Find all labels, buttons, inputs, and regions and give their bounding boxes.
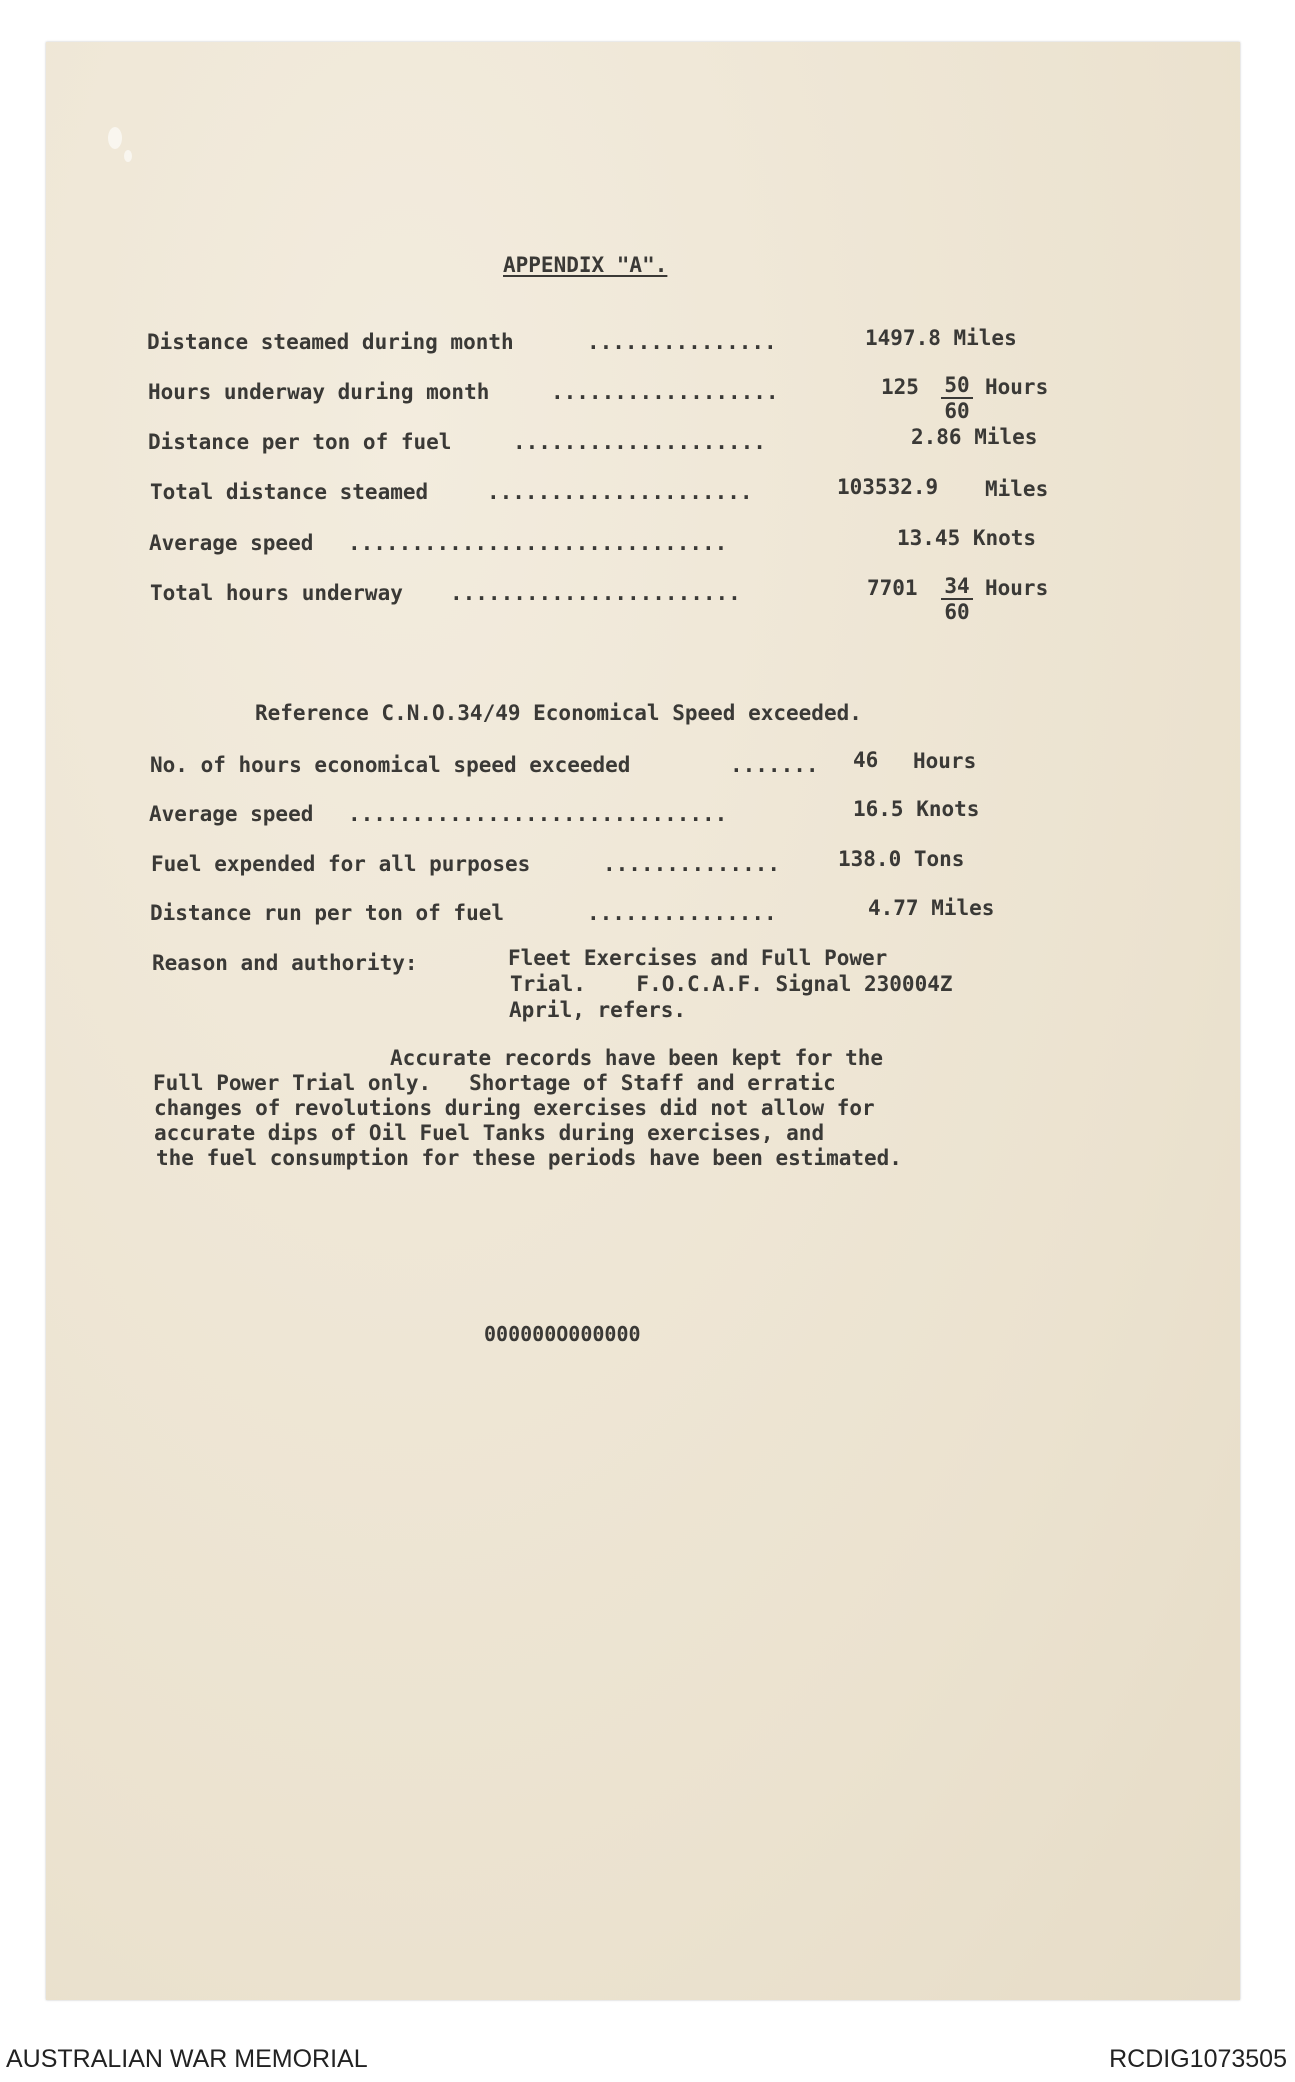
paper-mark [108,127,122,149]
note-line-1: Accurate records have been kept for the [390,1046,884,1070]
summary-value-average-speed: 13.45 Knots [897,526,1037,550]
summary-value-hours-month: 125 [881,375,919,399]
reason-line-1: Fleet Exercises and Full Power [508,946,888,970]
summary-label-average-speed: Average speed [149,531,314,555]
economical-value-hours: 46 [853,748,879,772]
summary-label-total-distance: Total distance steamed [150,480,429,504]
leader-dots: ....................... [450,581,741,605]
footer-record-id: RCDIG1073505 [1109,2045,1287,2073]
economical-unit-hours: Hours [913,749,977,773]
summary-value-distance-month: 1497.8 Miles [865,326,1017,350]
fraction-denominator: 60 [944,600,970,624]
leader-dots: ............... [587,901,777,925]
leader-dots: .............................. [348,802,728,826]
economical-label-fuel-expended: Fuel expended for all purposes [151,852,531,876]
leader-dots: ............... [587,330,777,354]
fraction-numerator: 50 [944,373,970,397]
summary-unit-total-distance: Miles [985,477,1049,501]
leader-dots: .............................. [348,531,728,555]
summary-label-distance-month: Distance steamed during month [147,330,514,354]
economical-value-fuel-expended: 138.0 Tons [838,847,965,871]
reason-line-3: April, refers. [509,998,687,1022]
leader-dots: .................. [551,380,779,404]
summary-value-total-distance: 103532.9 [837,475,939,499]
summary-unit-hours-month: Hours [985,375,1049,399]
fraction-hours-month [939,373,975,423]
summary-unit-total-hours: Hours [985,576,1049,600]
economical-label-distance-per-ton: Distance run per ton of fuel [150,901,505,925]
note-line-2: Full Power Trial only. Shortage of Staff and erratic [153,1071,836,1095]
reason-line-2: Trial. F.O.C.A.F. Signal 230004Z [510,972,953,996]
reason-label: Reason and authority: [152,951,418,975]
paper-mark [124,150,132,162]
fraction-total-hours [939,574,975,624]
summary-value-distance-per-ton: 2.86 Miles [911,425,1038,449]
summary-label-distance-per-ton: Distance per ton of fuel [148,430,452,454]
fraction-numerator: 34 [944,574,970,598]
fraction-denominator: 60 [944,399,970,423]
economical-label-average-speed: Average speed [149,802,314,826]
note-line-3: changes of revolutions during exercises did not allow for [154,1096,875,1120]
leader-dots: .............. [603,852,781,876]
footer-institution: AUSTRALIAN WAR MEMORIAL [6,2045,368,2073]
appendix-title: APPENDIX "A". [503,253,668,277]
note-line-5: the fuel consumption for these periods have been estimated. [156,1146,902,1170]
leader-dots: ..................... [487,480,753,504]
summary-label-hours-month: Hours underway during month [148,380,490,404]
summary-value-total-hours: 7701 [867,576,918,600]
summary-label-total-hours: Total hours underway [150,581,403,605]
note-line-4: accurate dips of Oil Fuel Tanks during exercises, and [154,1121,825,1145]
economical-label-hours: No. of hours economical speed exceeded [150,753,631,777]
leader-dots: .................... [513,430,766,454]
economical-value-distance-per-ton: 4.77 Miles [868,896,995,920]
reference-heading: Reference C.N.O.34/49 Economical Speed exceeded. [255,701,862,725]
end-mark: 000000O000000 [484,1322,641,1346]
leader-dots: ....... [730,753,819,777]
economical-value-average-speed: 16.5 Knots [853,797,980,821]
